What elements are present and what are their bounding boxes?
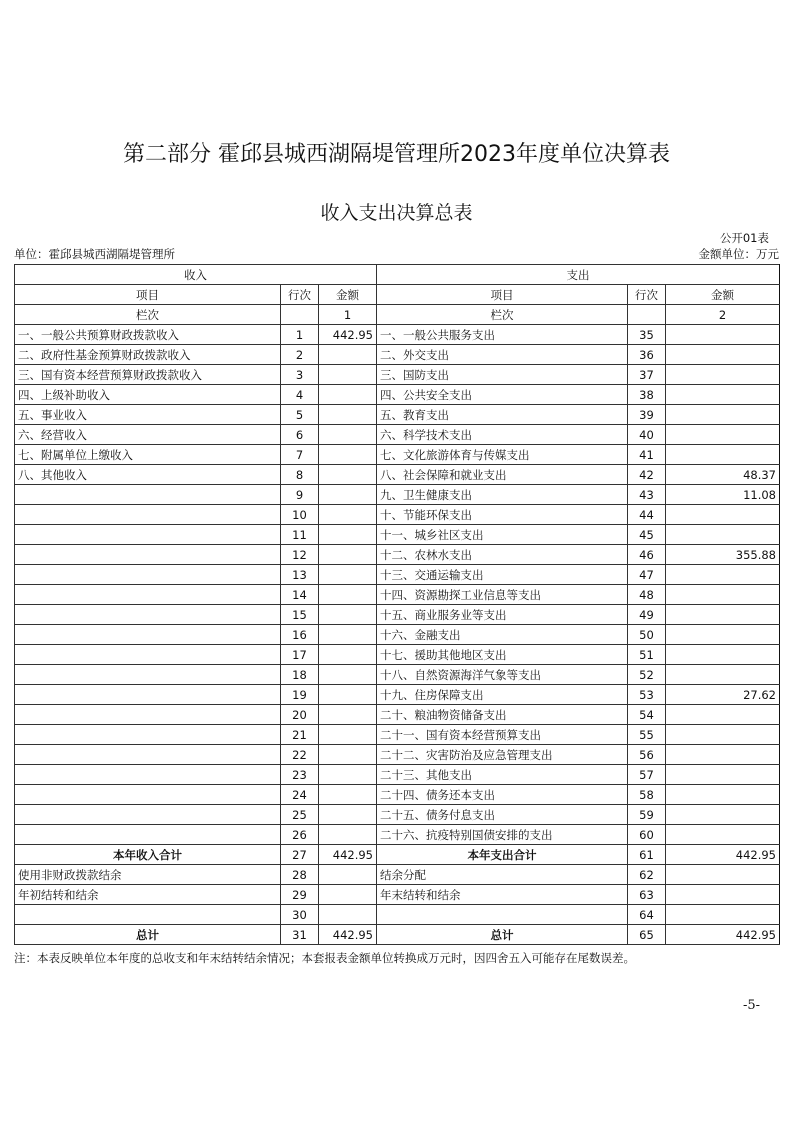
column-index-row [15, 305, 780, 325]
expense-row-number: 64 [628, 905, 666, 925]
table-row [15, 905, 780, 925]
table-row [15, 645, 780, 665]
expense-amount [666, 645, 780, 665]
income-row-number: 15 [281, 605, 319, 625]
income-amount [319, 625, 377, 645]
expense-item: 十五、商业服务业等支出 [377, 605, 628, 625]
expense-item: 二十四、债务还本支出 [377, 785, 628, 805]
expense-item: 四、公共安全支出 [377, 385, 628, 405]
income-index-blank [281, 305, 319, 325]
income-amount [319, 585, 377, 605]
expense-item: 七、文化旅游体育与传媒支出 [377, 445, 628, 465]
expense-amount [666, 905, 780, 925]
income-row-number: 5 [281, 405, 319, 425]
income-row-number: 22 [281, 745, 319, 765]
income-row-number: 16 [281, 625, 319, 645]
income-row-number: 2 [281, 345, 319, 365]
income-row-number: 4 [281, 385, 319, 405]
expense-amount [666, 765, 780, 785]
income-amount [319, 705, 377, 725]
expense-row-number: 60 [628, 825, 666, 845]
income-row-number: 20 [281, 705, 319, 725]
expense-row-number: 49 [628, 605, 666, 625]
income-row-number: 14 [281, 585, 319, 605]
expense-amount-header: 金额 [666, 285, 780, 305]
table-row [15, 665, 780, 685]
expense-row-number: 40 [628, 425, 666, 445]
subtotal-row [15, 845, 780, 865]
table-row [15, 605, 780, 625]
expense-row-number: 45 [628, 525, 666, 545]
table-title: 收入支出决算总表 [320, 202, 473, 224]
income-row-number: 31 [281, 925, 319, 945]
form-code: 公开01表 [719, 231, 769, 245]
expense-row-number: 36 [628, 345, 666, 365]
income-amount [319, 425, 377, 445]
expense-index-number: 2 [666, 305, 780, 325]
table-row [15, 725, 780, 745]
income-row-number: 6 [281, 425, 319, 445]
expense-item: 年末结转和结余 [377, 885, 628, 905]
expense-amount [666, 885, 780, 905]
unit-label: 单位：霍邱县城西湖隔堤管理所 [14, 247, 175, 261]
income-amount [319, 405, 377, 425]
income-item [15, 725, 281, 745]
expense-amount [666, 865, 780, 885]
income-row-number: 28 [281, 865, 319, 885]
income-item [15, 685, 281, 705]
income-amount [319, 765, 377, 785]
table-row [15, 545, 780, 565]
column-header-row [15, 285, 780, 305]
income-row-number: 8 [281, 465, 319, 485]
income-row-number: 27 [281, 845, 319, 865]
income-item [15, 745, 281, 765]
income-item: 一、一般公共预算财政拨款收入 [15, 325, 281, 345]
income-row-number: 13 [281, 565, 319, 585]
expense-item: 本年支出合计 [377, 845, 628, 865]
expense-item: 十三、交通运输支出 [377, 565, 628, 585]
expense-amount [666, 725, 780, 745]
income-amount [319, 605, 377, 625]
table-body [15, 325, 780, 945]
income-item [15, 545, 281, 565]
income-amount [319, 785, 377, 805]
expense-index-blank [628, 305, 666, 325]
expense-item: 二十六、抗疫特别国债安排的支出 [377, 825, 628, 845]
table-row [15, 745, 780, 765]
expense-amount: 355.88 [666, 545, 780, 565]
expense-item: 九、卫生健康支出 [377, 485, 628, 505]
expense-amount [666, 565, 780, 585]
income-section-header: 收入 [15, 265, 377, 285]
income-row-number: 11 [281, 525, 319, 545]
income-amount [319, 805, 377, 825]
income-amount [319, 745, 377, 765]
unit-line [14, 246, 779, 262]
table-row [15, 685, 780, 705]
expense-item: 总计 [377, 925, 628, 945]
expense-amount [666, 445, 780, 465]
expense-row-number: 57 [628, 765, 666, 785]
table-row [15, 565, 780, 585]
income-index-number: 1 [319, 305, 377, 325]
expense-item: 十四、资源勘探工业信息等支出 [377, 585, 628, 605]
expense-row-number: 54 [628, 705, 666, 725]
table-row [15, 445, 780, 465]
table-row [15, 865, 780, 885]
income-row-number: 19 [281, 685, 319, 705]
income-item: 使用非财政拨款结余 [15, 865, 281, 885]
expense-row-number: 42 [628, 465, 666, 485]
table-row [15, 825, 780, 845]
income-row-number: 24 [281, 785, 319, 805]
footnote: 注：本表反映单位本年度的总收支和年末结转结余情况；本套报表金额单位转换成万元时，因四舍五入可能存在尾数误差。 [14, 951, 635, 965]
expense-row-number: 65 [628, 925, 666, 945]
total-row [15, 925, 780, 945]
expense-item: 二十五、债务付息支出 [377, 805, 628, 825]
income-item: 四、上级补助收入 [15, 385, 281, 405]
expense-item: 二、外交支出 [377, 345, 628, 365]
expense-row-number: 50 [628, 625, 666, 645]
document-title: 第二部分 霍邱县城西湖隔堤管理所2023年度单位决算表 [123, 142, 670, 167]
expense-amount [666, 665, 780, 685]
expense-row-number: 48 [628, 585, 666, 605]
expense-amount: 442.95 [666, 925, 780, 945]
expense-amount [666, 425, 780, 445]
expense-row-number: 53 [628, 685, 666, 705]
table-row [15, 345, 780, 365]
expense-row-number: 58 [628, 785, 666, 805]
income-item [15, 505, 281, 525]
expense-item: 十八、自然资源海洋气象等支出 [377, 665, 628, 685]
income-item [15, 565, 281, 585]
income-amount [319, 885, 377, 905]
expense-row-number: 43 [628, 485, 666, 505]
expense-amount: 27.62 [666, 685, 780, 705]
expense-amount [666, 705, 780, 725]
expense-amount [666, 805, 780, 825]
income-item: 本年收入合计 [15, 845, 281, 865]
expense-row-number: 44 [628, 505, 666, 525]
income-item [15, 485, 281, 505]
income-item [15, 905, 281, 925]
income-amount [319, 825, 377, 845]
income-item [15, 705, 281, 725]
income-item: 六、经营收入 [15, 425, 281, 445]
expense-item: 八、社会保障和就业支出 [377, 465, 628, 485]
expense-amount [666, 385, 780, 405]
expense-section-header: 支出 [377, 265, 780, 285]
income-amount [319, 665, 377, 685]
expense-amount [666, 325, 780, 345]
expense-amount: 442.95 [666, 845, 780, 865]
income-item: 年初结转和结余 [15, 885, 281, 905]
page-number: -5- [742, 998, 760, 1013]
income-amount [319, 465, 377, 485]
income-item [15, 825, 281, 845]
income-row-number: 23 [281, 765, 319, 785]
income-item [15, 645, 281, 665]
income-amount-header: 金额 [319, 285, 377, 305]
expense-row-number: 37 [628, 365, 666, 385]
expense-row-number: 35 [628, 325, 666, 345]
income-item: 七、附属单位上缴收入 [15, 445, 281, 465]
table-row [15, 885, 780, 905]
expense-amount [666, 405, 780, 425]
income-amount [319, 645, 377, 665]
expense-item: 一、一般公共服务支出 [377, 325, 628, 345]
table-row [15, 385, 780, 405]
expense-item: 二十二、灾害防治及应急管理支出 [377, 745, 628, 765]
currency-label: 金额单位：万元 [698, 247, 779, 261]
income-amount [319, 565, 377, 585]
expense-amount [666, 625, 780, 645]
income-amount [319, 525, 377, 545]
income-item: 五、事业收入 [15, 405, 281, 425]
expense-amount: 11.08 [666, 485, 780, 505]
income-item [15, 765, 281, 785]
expense-amount [666, 745, 780, 765]
expense-row-number: 46 [628, 545, 666, 565]
income-row-number: 25 [281, 805, 319, 825]
income-row-number: 12 [281, 545, 319, 565]
expense-amount [666, 365, 780, 385]
income-amount [319, 545, 377, 565]
table-row [15, 525, 780, 545]
income-item [15, 525, 281, 545]
expense-row-number: 41 [628, 445, 666, 465]
expense-row-number: 62 [628, 865, 666, 885]
expense-item-header: 项目 [377, 285, 628, 305]
expense-item: 二十三、其他支出 [377, 765, 628, 785]
income-amount [319, 365, 377, 385]
expense-row-number: 61 [628, 845, 666, 865]
expense-row-number: 47 [628, 565, 666, 585]
income-row-number: 21 [281, 725, 319, 745]
table-row [15, 405, 780, 425]
income-row-number: 7 [281, 445, 319, 465]
income-item [15, 605, 281, 625]
income-item: 八、其他收入 [15, 465, 281, 485]
table-row [15, 585, 780, 605]
income-row-number: 30 [281, 905, 319, 925]
income-item-header: 项目 [15, 285, 281, 305]
table-row [15, 425, 780, 445]
expense-item: 六、科学技术支出 [377, 425, 628, 445]
income-amount [319, 445, 377, 465]
income-amount [319, 685, 377, 705]
income-item: 三、国有资本经营预算财政拨款收入 [15, 365, 281, 385]
income-amount [319, 345, 377, 365]
expense-amount: 48.37 [666, 465, 780, 485]
expense-item: 十一、城乡社区支出 [377, 525, 628, 545]
income-amount: 442.95 [319, 845, 377, 865]
income-amount [319, 865, 377, 885]
table-row [15, 705, 780, 725]
income-row-number: 17 [281, 645, 319, 665]
table-row [15, 785, 780, 805]
income-amount [319, 385, 377, 405]
expense-item: 结余分配 [377, 865, 628, 885]
income-amount [319, 725, 377, 745]
expense-row-number: 55 [628, 725, 666, 745]
income-item [15, 785, 281, 805]
table-row [15, 325, 780, 345]
expense-row-number: 38 [628, 385, 666, 405]
expense-index-label: 栏次 [377, 305, 628, 325]
table-row [15, 485, 780, 505]
expense-amount [666, 825, 780, 845]
income-amount [319, 905, 377, 925]
income-amount: 442.95 [319, 325, 377, 345]
table-row [15, 365, 780, 385]
income-item: 总计 [15, 925, 281, 945]
expense-item: 十二、农林水支出 [377, 545, 628, 565]
income-index-label: 栏次 [15, 305, 281, 325]
income-item [15, 805, 281, 825]
table-row [15, 805, 780, 825]
income-item: 二、政府性基金预算财政拨款收入 [15, 345, 281, 365]
expense-row-number: 51 [628, 645, 666, 665]
income-expense-table [14, 264, 780, 945]
income-amount: 442.95 [319, 925, 377, 945]
expense-item: 十七、援助其他地区支出 [377, 645, 628, 665]
expense-row-number: 63 [628, 885, 666, 905]
expense-item: 十、节能环保支出 [377, 505, 628, 525]
table-row [15, 765, 780, 785]
expense-row-number: 56 [628, 745, 666, 765]
expense-amount [666, 345, 780, 365]
income-item [15, 625, 281, 645]
income-amount [319, 505, 377, 525]
income-item [15, 665, 281, 685]
income-row-number: 18 [281, 665, 319, 685]
expense-row-header: 行次 [628, 285, 666, 305]
income-row-number: 10 [281, 505, 319, 525]
income-item [15, 585, 281, 605]
expense-item: 十六、金融支出 [377, 625, 628, 645]
section-header-row [15, 265, 780, 285]
income-row-number: 29 [281, 885, 319, 905]
income-row-number: 9 [281, 485, 319, 505]
income-row-header: 行次 [281, 285, 319, 305]
expense-amount [666, 505, 780, 525]
expense-amount [666, 785, 780, 805]
income-amount [319, 485, 377, 505]
table-row [15, 625, 780, 645]
expense-item: 三、国防支出 [377, 365, 628, 385]
table-row [15, 465, 780, 485]
expense-item [377, 905, 628, 925]
expense-row-number: 39 [628, 405, 666, 425]
expense-item: 二十一、国有资本经营预算支出 [377, 725, 628, 745]
expense-item: 五、教育支出 [377, 405, 628, 425]
expense-amount [666, 585, 780, 605]
income-row-number: 3 [281, 365, 319, 385]
expense-row-number: 59 [628, 805, 666, 825]
expense-amount [666, 605, 780, 625]
expense-item: 十九、住房保障支出 [377, 685, 628, 705]
income-row-number: 26 [281, 825, 319, 845]
expense-row-number: 52 [628, 665, 666, 685]
expense-item: 二十、粮油物资储备支出 [377, 705, 628, 725]
expense-amount [666, 525, 780, 545]
table-row [15, 505, 780, 525]
income-row-number: 1 [281, 325, 319, 345]
